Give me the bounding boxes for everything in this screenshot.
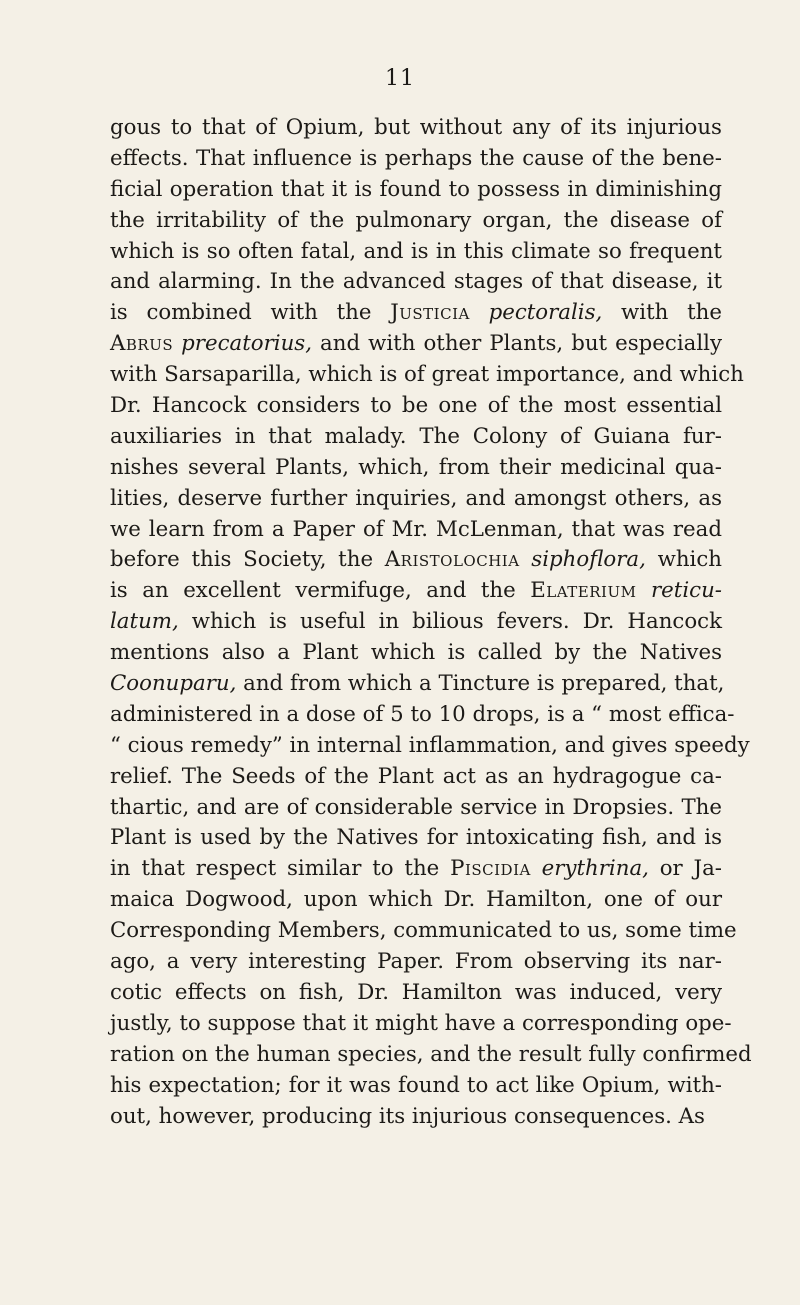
text-line xyxy=(110,545,722,576)
text-run xyxy=(520,547,532,572)
text-run: which xyxy=(645,547,723,573)
text-run: and from which a Tincture is prepared, that, xyxy=(236,671,725,697)
text-line xyxy=(110,1071,722,1102)
italic-text: reticu- xyxy=(651,578,722,604)
text-line xyxy=(110,360,744,391)
text-line xyxy=(110,731,750,762)
text-run: and with other Plants, but especially xyxy=(312,331,722,357)
text-line xyxy=(110,175,722,206)
text-run: thartic, and are of considerable service in Dropsies. The xyxy=(110,794,722,820)
genus-name: Abrus xyxy=(110,331,174,357)
text-run: with the xyxy=(602,300,722,326)
text-run: cotic effects on fish, Dr. Hamilton was induced, very xyxy=(110,979,722,1005)
text-run: Dr. Hancock considers to be one of the most essential xyxy=(110,393,722,419)
genus-name: Elaterium xyxy=(530,578,637,604)
italic-text: Coonuparu, xyxy=(110,671,237,697)
text-line xyxy=(110,422,722,453)
text-line xyxy=(110,700,735,731)
text-run: “ cious remedy” in internal inflammation, and gives speedy xyxy=(110,732,750,758)
text-line xyxy=(110,854,722,885)
italic-text: pectoralis, xyxy=(488,300,603,326)
text-run: his expectation; for it was found to act like Opium, with- xyxy=(110,1072,722,1098)
text-run: the irritability of the pulmonary organ, the disease of xyxy=(110,207,722,233)
text-run xyxy=(531,856,542,881)
text-run: maica Dogwood, upon which Dr. Hamilton, one of our xyxy=(110,887,722,913)
text-run: ficial operation that it is found to possess in diminishing xyxy=(110,176,722,202)
text-run xyxy=(173,331,181,356)
text-run: Corresponding Members, communicated to us, some time xyxy=(110,918,737,944)
text-line xyxy=(110,885,722,916)
text-line xyxy=(110,916,737,947)
text-run: in that respect similar to the xyxy=(110,856,451,882)
text-run: out, however, producing its injurious consequences. As xyxy=(110,1103,705,1129)
text-run: justly, to suppose that it might have a corresponding ope- xyxy=(110,1010,732,1036)
text-run: which is useful in bilious fevers. Dr. Hancock xyxy=(178,609,722,635)
text-run: Plant is used by the Natives for intoxicating fish, and is xyxy=(110,825,722,851)
italic-text: siphoflora, xyxy=(531,547,646,573)
text-run: auxiliaries in that malady. The Colony of Guiana fur- xyxy=(110,423,722,449)
italic-text: erythrina, xyxy=(541,856,649,882)
text-line xyxy=(110,144,722,175)
genus-name: Justicia xyxy=(390,300,470,326)
text-line xyxy=(110,576,722,607)
text-line xyxy=(110,515,722,546)
text-line xyxy=(110,298,722,329)
text-run: administered in a dose of 5 to 10 drops, is a “ most effica- xyxy=(110,701,735,727)
text-line xyxy=(110,638,722,669)
text-run: effects. That influence is perhaps the cause of the bene- xyxy=(110,145,722,171)
text-line xyxy=(110,669,725,700)
text-run xyxy=(470,300,489,325)
text-line xyxy=(110,1040,752,1071)
text-line xyxy=(110,267,722,298)
text-line xyxy=(110,1009,732,1040)
text-line xyxy=(110,206,722,237)
text-run: is an excellent vermifuge, and the xyxy=(110,578,531,604)
text-line xyxy=(110,484,722,515)
text-line xyxy=(110,793,722,824)
text-line xyxy=(110,1102,722,1133)
text-run: ration on the human species, and the result fully confirmed xyxy=(110,1041,752,1067)
text-line xyxy=(110,113,722,144)
text-run: and alarming. In the advanced stages of that disease, it xyxy=(110,269,722,295)
text-run: gous to that of Opium, but without any of its injurious xyxy=(110,115,722,140)
text-run: nishes several Plants, which, from their medicinal qua- xyxy=(110,454,722,480)
text-line xyxy=(110,762,722,793)
text-run: ago, a very interesting Paper. From observing its nar- xyxy=(110,949,722,975)
italic-text: precatorius, xyxy=(181,331,312,357)
text-run: we learn from a Paper of Mr. McLenman, that was read xyxy=(110,516,722,542)
body-text xyxy=(110,113,752,1132)
text-line xyxy=(110,978,722,1009)
text-line xyxy=(110,391,722,422)
genus-name: Aristolochia xyxy=(384,547,520,573)
page-number: 11 xyxy=(385,66,415,91)
text-run: which is so often fatal, and is in this climate so frequent xyxy=(110,238,722,264)
text-line xyxy=(110,947,722,978)
text-run: mentions also a Plant which is called by the Natives xyxy=(110,640,722,666)
italic-text: latum, xyxy=(110,609,179,635)
text-run: is combined with the xyxy=(110,300,391,326)
text-line xyxy=(110,607,722,638)
text-run: before this Society, the xyxy=(110,547,385,573)
text-run: relief. The Seeds of the Plant act as an hydragogue ca- xyxy=(110,763,722,789)
text-line xyxy=(110,453,722,484)
text-run: lities, deserve further inquiries, and amongst others, as xyxy=(110,485,722,511)
genus-name: Piscidia xyxy=(450,856,531,882)
text-line xyxy=(110,823,722,854)
text-run xyxy=(636,578,651,603)
text-line xyxy=(110,237,722,268)
text-run: or Ja- xyxy=(648,856,722,882)
text-line xyxy=(110,329,722,360)
text-run: with Sarsaparilla, which is of great importance, and which xyxy=(110,362,744,388)
